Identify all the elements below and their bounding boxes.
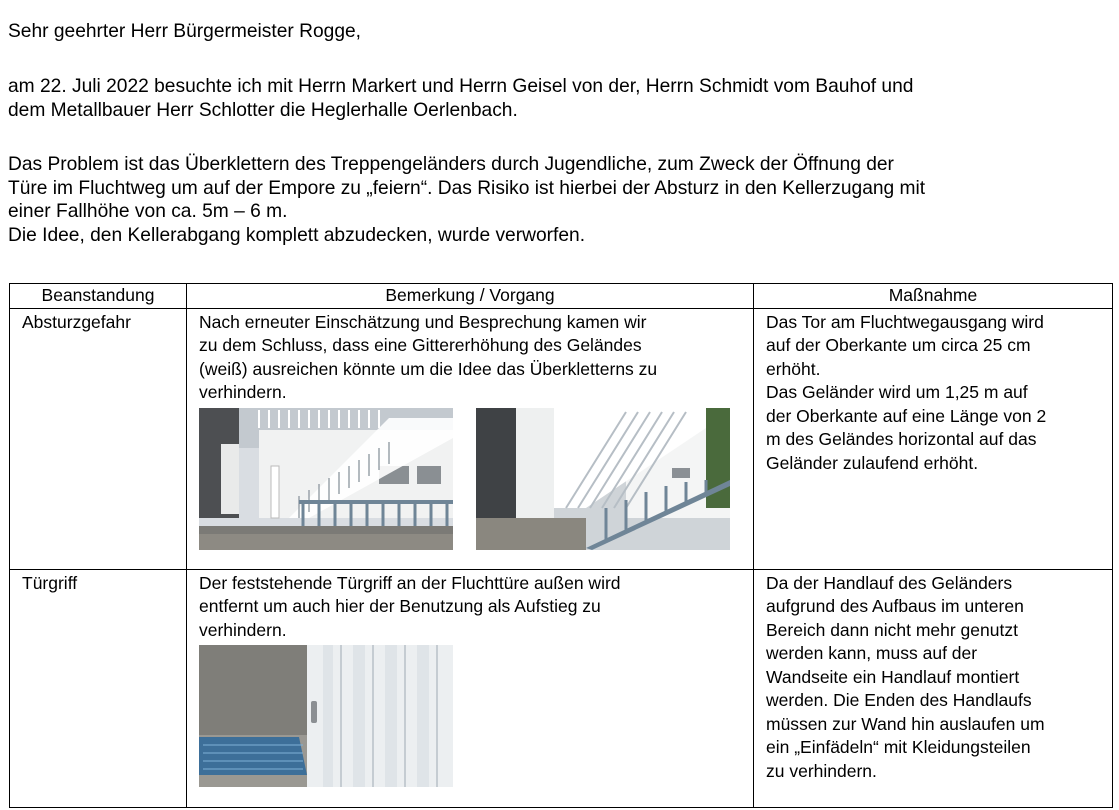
photo-group [199,645,741,787]
measure-line: Das Tor am Fluchtwegausgang wird [766,311,1044,332]
measure-line: aufgrund des Aufbaus im unteren [766,596,1024,616]
problem-line: einer Fallhöhe von ca. 5m – 6 m. [8,201,288,222]
salutation [8,20,361,44]
measure-line: werden. Die Enden des Handlaufs [766,690,1032,710]
remark-line: verhindern. [199,619,287,640]
measure-line: ein „Einfädeln“ mit Kleidungsteilen [766,737,1031,757]
remark-text [187,309,753,550]
measure-line: Das Geländer wird um 1,25 m auf [766,382,1028,402]
salutation-text: Sehr geehrter Herr Bürgermeister Rogge, [8,21,361,42]
remark-line: Nach erneuter Einschätzung und Besprechung kamen wir [199,311,647,332]
door-handle-photo [199,645,453,787]
measure-cell [754,308,1113,569]
problem-line: Die Idee, den Kellerabgang komplett abzudecken, wurde verworfen. [8,224,586,246]
problem-line: Das Problem ist das Überklettern des Treppengeländers durch Jugendliche, zum Zweck der Öffnung der [8,154,894,175]
issue-text: Absturzgefahr [22,311,131,332]
measure-line: auf der Oberkante um circa 25 cm [766,335,1031,355]
remark-line: verhindern. [199,382,287,402]
measure-line: Da der Handlauf des Geländers [766,572,1013,593]
measure-cell [754,569,1113,807]
measure-line: Bereich dann nicht mehr genutzt [766,619,1018,640]
measure-line: werden kann, muss auf der [766,643,978,663]
measure-line: Wandseite ein Handlauf montiert [766,666,1020,687]
header-issue: Beanstandung [10,284,187,309]
measure-line: m des Geländes horizontal auf das [766,429,1037,449]
table-row [10,308,1113,569]
remark-text [187,570,753,788]
issue-cell [10,569,187,807]
remark-line: (weiß) ausreichen könnte um die Idee das Überkletterns zu [199,358,658,379]
measure-line: der Oberkante auf eine Länge von 2 [766,405,1047,426]
visit-line: am 22. Juli 2022 besuchte ich mit Herrn Markert und Herrn Geisel von der, Herrn Schmidt vom Bauhof und [8,76,914,97]
table-row [10,569,1113,807]
measure-line: müssen zur Wand hin auslaufen um [766,713,1045,734]
table-header-row [10,284,1113,309]
remark-line: entfernt um auch hier der Benutzung als Aufstieg zu [199,596,601,616]
measure-text [754,309,1112,476]
measure-line: erhöht. [766,358,821,379]
issue-text: Türgriff [22,572,78,593]
measure-text [754,570,1112,784]
photo-group [199,408,741,550]
measure-line: Geländer zulaufend erhöht. [766,452,979,473]
header-remark: Bemerkung / Vorgang [187,284,754,309]
remark-line: zu dem Schluss, dass eine Gittererhöhung des Geländes [199,335,642,355]
header-measure: Maßnahme [754,284,1113,309]
measures-table [9,283,1113,808]
visit-line: dem Metallbauer Herr Schlotter die Heglerhalle Oerlenbach. [8,99,518,121]
gate-photo [476,408,730,550]
remark-cell [187,308,754,569]
remark-line: Der feststehende Türgriff an der Fluchttüre außen wird [199,572,621,593]
remark-cell [187,569,754,807]
measure-line: zu verhindern. [766,760,877,781]
visit-paragraph [8,75,913,122]
problem-paragraph [8,153,925,247]
staircase-photo [199,408,453,550]
problem-line: Türe im Fluchtweg um auf der Empore zu „feiern“. Das Risiko ist hierbei der Absturz in den Kellerzugang mit [8,177,926,199]
issue-cell [10,308,187,569]
